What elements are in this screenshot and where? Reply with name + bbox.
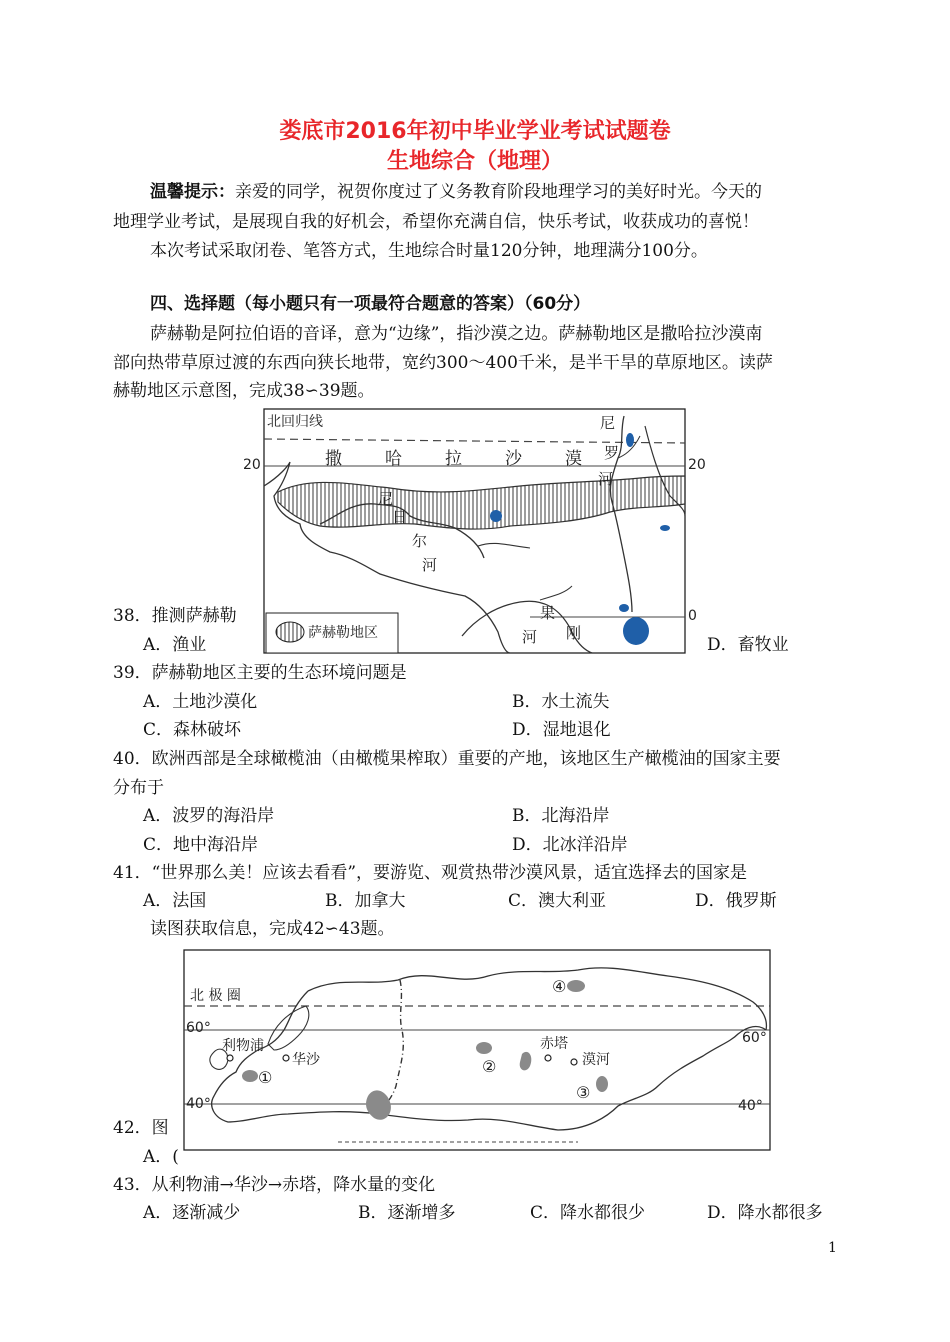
notice-line1: 温馨提示：亲爱的同学，祝贺你度过了义务教育阶段地理学习的美好时光。今天的 [150, 182, 762, 202]
intro-line2: 部向热带草原过渡的东西向狭长地带，宽约300～400千米，是半干旱的草原地区。读萨 [113, 353, 773, 373]
q38-option-d: D．畜牧业 [707, 635, 789, 655]
q40-option-a: A．波罗的海沿岸 [143, 806, 275, 826]
niger-char-2: 日 [392, 508, 408, 526]
area-1-shade [242, 1070, 258, 1082]
q38-stem: 38．推测萨赫勒 [113, 606, 237, 626]
congo-char-3: 刚 [566, 624, 582, 642]
desert-char-4: 沙 [505, 449, 522, 469]
exam-title: 娄底市2016年初中毕业学业考试试题卷 [279, 119, 671, 144]
niger-char-4: 河 [422, 556, 438, 574]
q39-option-b: B．水土流失 [512, 692, 610, 712]
area-2-shade [476, 1042, 492, 1054]
desert-char-3: 拉 [445, 449, 462, 469]
notice-line2: 地理学业考试，是展现自我的好机会，希望你充满自信，快乐考试，收获成功的喜悦！ [113, 212, 759, 232]
mark-1: ① [258, 1068, 273, 1087]
congo-char-1: 果 [540, 604, 556, 622]
q43-option-a: A．逐渐减少 [143, 1203, 241, 1223]
q43-option-b: B．逐渐增多 [358, 1203, 456, 1223]
liverpool-label: 利物浦 [222, 1038, 264, 1054]
arctic-label: 北 极 圈 [190, 988, 241, 1004]
intro-line1: 萨赫勒是阿拉伯语的音译，意为“边缘”，指沙漠之边。萨赫勒地区是撒哈拉沙漠南 [150, 324, 763, 344]
lat40-right: 40° [738, 1098, 763, 1114]
niger-char-1: 尼 [378, 490, 394, 508]
nile-char-1: 尼 [600, 414, 616, 432]
nile-char-3: 河 [598, 470, 614, 488]
q39-option-c: C．森林破坏 [143, 720, 242, 740]
niger-char-3: 尔 [412, 532, 428, 550]
lake-victoria [623, 617, 649, 645]
lake-chad [490, 510, 502, 522]
lake-nasser [626, 433, 634, 447]
congo-char-2: 河 [522, 628, 538, 646]
lake-tana [660, 525, 670, 531]
sahel-map [240, 406, 706, 656]
tropic-label: 北回归线 [267, 414, 323, 430]
area-3-shade [596, 1076, 608, 1092]
mark-2: ② [482, 1057, 497, 1076]
q41-option-a: A．法国 [143, 891, 207, 911]
q39-option-a: A．土地沙漠化 [143, 692, 258, 712]
section-heading: 四、选择题（每小题只有一项最符合题意的答案）（60分） [150, 294, 591, 314]
nile-char-2: 罗 [604, 444, 620, 462]
q38-option-a: A．渔业 [143, 635, 207, 655]
legend-swatch [276, 622, 304, 642]
desert-char-1: 撒 [325, 449, 342, 469]
q40-option-b: B．北海沿岸 [512, 806, 610, 826]
q39-option-d: D．湿地退化 [512, 720, 611, 740]
liverpool-dot [227, 1055, 233, 1061]
notice-label: 温馨提示： [150, 182, 235, 202]
q41-stem: 41．“世界那么美！应该去看看”，要游览、观赏热带沙漠风景，适宜选择去的国家是 [113, 863, 748, 883]
q41-option-b: B．加拿大 [325, 891, 406, 911]
lat20-left: 20 [243, 457, 261, 473]
q41-option-d: D．俄罗斯 [695, 891, 777, 911]
q43-option-c: C．降水都很少 [530, 1203, 646, 1223]
legend-label: 萨赫勒地区 [308, 625, 378, 641]
warsaw-dot [283, 1055, 289, 1061]
q40-stem-line2: 分布于 [113, 778, 164, 798]
q40-option-d: D．北冰洋沿岸 [512, 835, 628, 855]
exam-subtitle: 生地综合（地理） [386, 149, 563, 174]
read-prompt-42-43: 读图获取信息，完成42∽43题。 [150, 919, 395, 939]
eurasia-map-figure [178, 946, 778, 1154]
lat20-right: 20 [688, 457, 706, 473]
lat40-left: 40° [186, 1096, 211, 1112]
mohe-label: 漠河 [582, 1052, 610, 1068]
area-4-shade [567, 980, 585, 992]
q39-stem: 39．萨赫勒地区主要的生态环境问题是 [113, 663, 407, 683]
q43-option-d: D．降水都很多 [707, 1203, 823, 1223]
chita-dot [545, 1055, 551, 1061]
lat60-right: 60° [742, 1030, 767, 1046]
mark-4: ④ [552, 977, 567, 996]
mohe-dot [571, 1059, 577, 1065]
page-number: 1 [828, 1240, 837, 1256]
q40-stem-line1: 40．欧洲西部是全球橄榄油（由橄榄果榨取）重要的产地，该地区生产橄榄油的国家主要 [113, 749, 781, 769]
notice-line3: 本次考试采取闭卷、笔答方式，生地综合时量120分钟，地理满分100分。 [150, 241, 708, 261]
lake-albert [619, 604, 629, 612]
lat60-left: 60° [186, 1020, 211, 1036]
intro-line3: 赫勒地区示意图，完成38∽39题。 [113, 381, 375, 401]
eurasia-map [178, 946, 778, 1154]
q42-stem: 42．图 [113, 1118, 169, 1138]
desert-char-2: 哈 [385, 449, 402, 469]
chita-label: 赤塔 [540, 1036, 568, 1052]
q40-option-c: C．地中海沿岸 [143, 835, 259, 855]
mark-3: ③ [576, 1083, 591, 1102]
lat0-label: 0 [688, 608, 697, 624]
q43-stem: 43．从利物浦→华沙→赤塔，降水量的变化 [113, 1175, 436, 1195]
q42-option-a: A．( [143, 1147, 179, 1167]
sahel-map-figure [240, 406, 706, 656]
q41-option-c: C．澳大利亚 [508, 891, 607, 911]
warsaw-label: 华沙 [292, 1052, 320, 1068]
desert-char-5: 漠 [565, 449, 582, 469]
